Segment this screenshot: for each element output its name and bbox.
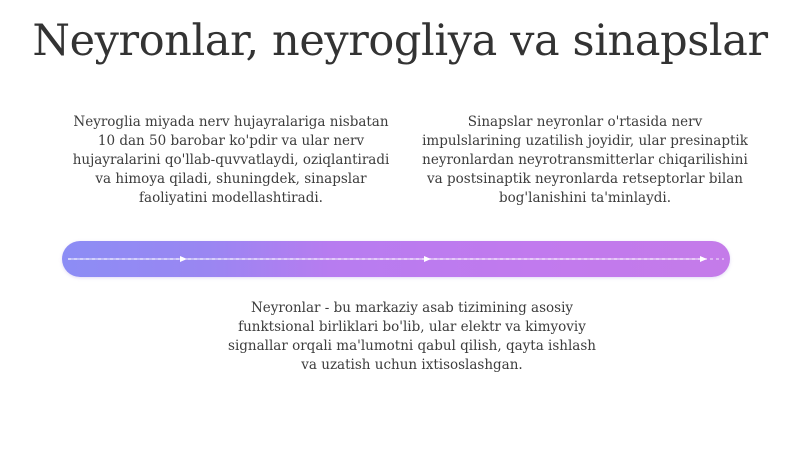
arrow-right-icon xyxy=(180,256,187,262)
timeline-arrows xyxy=(62,241,730,277)
slide-title: Neyronlar, neyrogliya va sinapslar xyxy=(32,16,768,66)
text-block-neuroglia: Neyroglia miyada nerv hujayralariga nisbatan 10 dan 50 barobar ko'pdir va ular nerv hujayralarini qo'llab-quvvatlaydi, oziqlantiradi va himoya qiladi, shuningdek, sinapslar faoliyatini modellashtiradi. xyxy=(72,114,390,206)
text-block-neurons: Neyronlar - bu markaziy asab tizimining asosiy funktsional birliklari bo'lib, ular elektr va kimyoviy signallar orqali ma'lumotni qabul qilish, qayta ishlash va uzatish uchun ixtisoslashgan. xyxy=(228,300,596,373)
text-block-synapses: Sinapslar neyronlar o'rtasida nerv impulslarining uzatilish joyidir, ular presinaptik neyronlardan neyrotransmitterlar chiqarilishini va postsinaptik neyronlarda retseptorlar bilan bog'lanishini ta'minlaydi. xyxy=(422,114,748,206)
arrow-right-icon xyxy=(424,256,431,262)
timeline-bar xyxy=(62,241,730,277)
arrow-right-icon xyxy=(700,256,707,262)
